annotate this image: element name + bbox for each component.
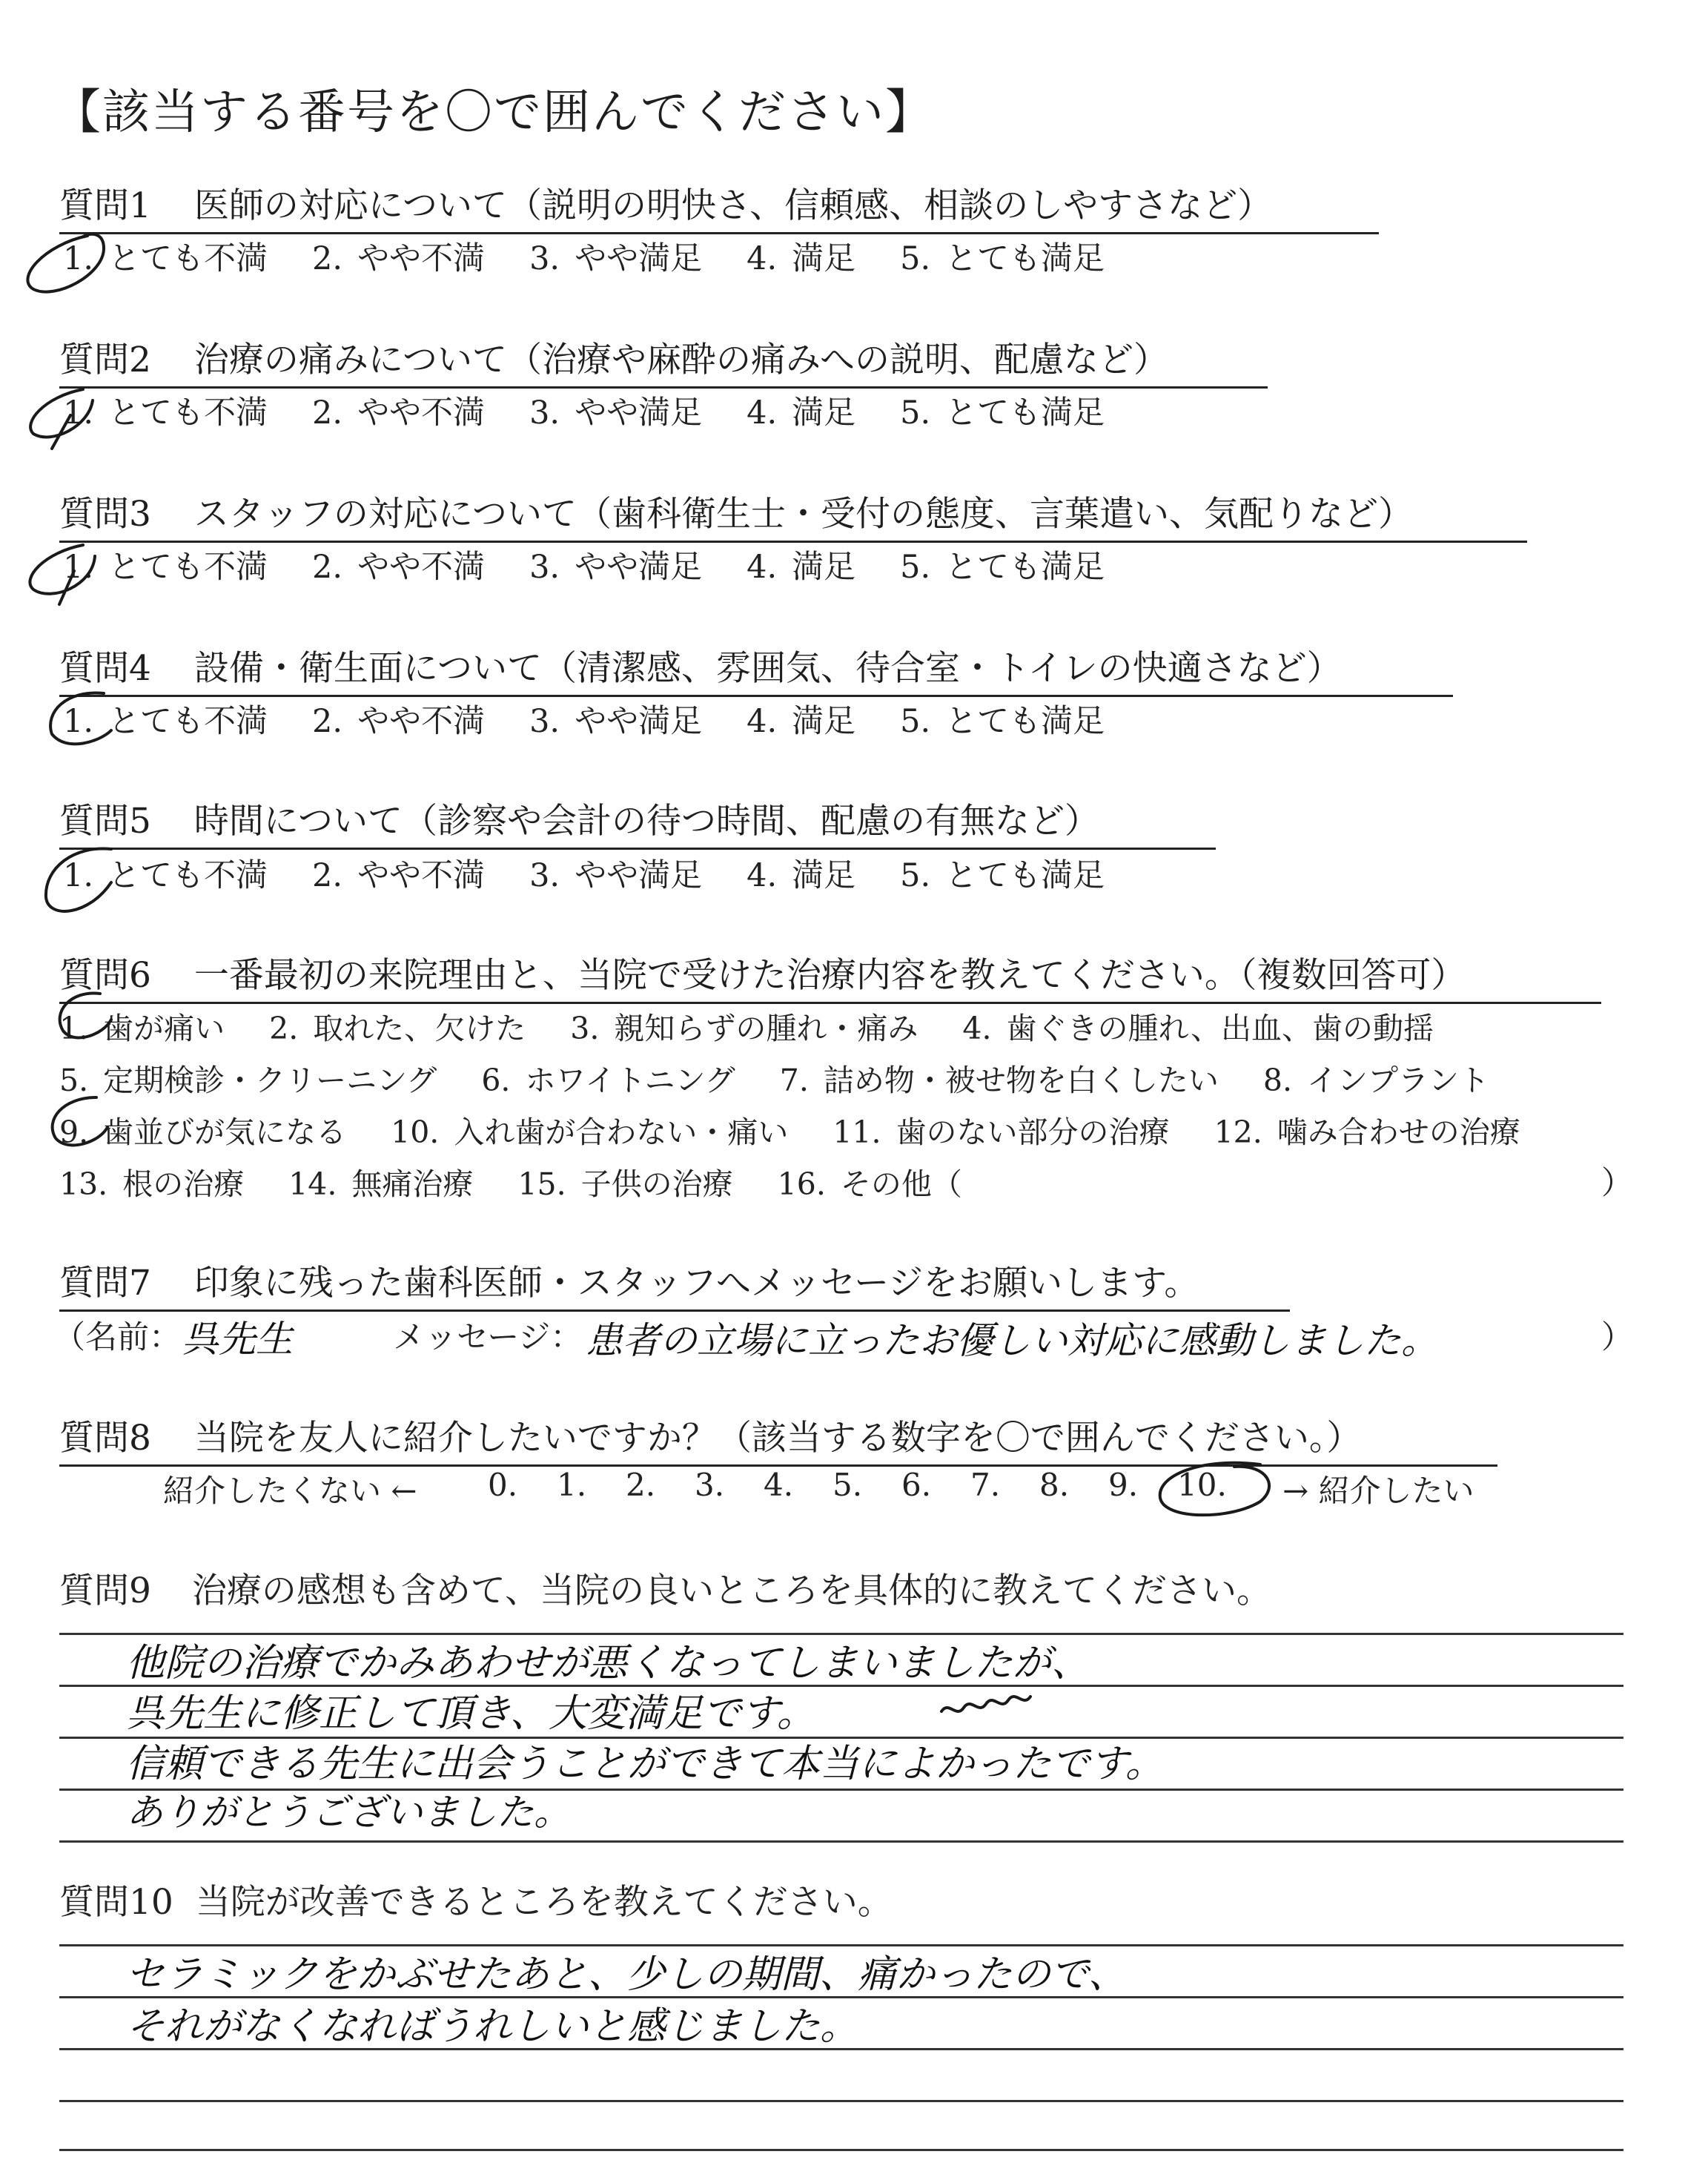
question-9-text: 治療の感想も含めて、当院の良いところを具体的に教えてください。	[191, 1571, 1271, 1611]
q6-option-3[interactable]: 3. 親知らずの腫れ・痛み	[570, 1011, 918, 1046]
question-2-label: 質問2	[59, 340, 151, 380]
q3-option-4[interactable]: 4. 満足	[747, 549, 856, 586]
q8-scale-option-9[interactable]: 9.	[1108, 1467, 1139, 1503]
q8-scale-option-2[interactable]: 2.	[626, 1467, 656, 1503]
q1-option-1[interactable]: 1. とても不満	[63, 240, 268, 277]
q3-option-1[interactable]: 1. とても不満	[63, 549, 268, 586]
q4-option-1[interactable]: 1. とても不満	[63, 703, 268, 740]
question-4-label: 質問4	[59, 648, 151, 689]
q7-message-label: メッセージ：	[393, 1319, 583, 1356]
q8-scale-option-3[interactable]: 3.	[695, 1467, 725, 1503]
q2-option-4[interactable]: 4. 満足	[747, 394, 856, 432]
q6-option-6[interactable]: 6. ホワイトニング	[481, 1063, 735, 1098]
q8-scale-option-0[interactable]: 0.	[488, 1467, 518, 1503]
q2-option-3[interactable]: 3. やや満足	[529, 394, 703, 432]
q5-option-3[interactable]: 3. やや満足	[529, 857, 703, 894]
q3-option-2[interactable]: 2. やや不満	[312, 549, 486, 586]
q8-scale-option-8[interactable]: 8.	[1039, 1467, 1070, 1503]
question-6-label: 質問6	[59, 955, 151, 996]
q3-option-5[interactable]: 5. とても満足	[900, 549, 1105, 586]
q6-option-5[interactable]: 5. 定期検診・クリーニング	[59, 1063, 437, 1098]
q10-answer-line-2[interactable]: それがなくなればうれしいと感じました。	[126, 2004, 859, 2049]
q8-scale-option-5[interactable]: 5.	[833, 1467, 863, 1503]
q8-scale-option-7[interactable]: 7.	[970, 1467, 1001, 1503]
q6-option-14[interactable]: 14. 無痛治療	[288, 1166, 474, 1202]
question-10-text: 当院が改善できるところを教えてください。	[195, 1882, 893, 1923]
question-5-text: 時間について（診察や会計の待つ時間、配慮の有無など）	[193, 801, 1099, 842]
q1-option-3[interactable]: 3. やや満足	[529, 240, 703, 277]
q6-option-10[interactable]: 10. 入れ歯が合わない・痛い	[391, 1114, 789, 1150]
q6-option-13[interactable]: 13. 根の治療	[59, 1166, 245, 1202]
q1-option-4[interactable]: 4. 満足	[747, 240, 856, 277]
q7-name-value[interactable]: 呉先生	[182, 1318, 293, 1361]
q6-option-1[interactable]: 1. 歯が痛い	[59, 1011, 225, 1046]
q2-selection-circle	[30, 389, 93, 449]
q6-option-12[interactable]: 12. 噛み合わせの治療	[1214, 1114, 1520, 1150]
question-3-label: 質問3	[59, 494, 151, 535]
q6-option-16[interactable]: 16. その他（	[777, 1166, 962, 1202]
q3-option-3[interactable]: 3. やや満足	[529, 549, 703, 586]
question-10-label: 質問10	[59, 1882, 173, 1923]
question-9-label: 質問9	[59, 1571, 151, 1611]
question-4-text: 設備・衛生面について（清潔感、雰囲気、待合室・トイレの快適さなど）	[193, 648, 1342, 689]
q6-option-2[interactable]: 2. 取れた、欠けた	[269, 1011, 526, 1046]
q4-selection-circle	[50, 693, 111, 744]
question-6-text: 一番最初の来院理由と、当院で受けた治療内容を教えてください。（複数回答可）	[193, 955, 1466, 996]
q6-option-9[interactable]: 9. 歯並びが気になる	[59, 1114, 347, 1150]
q2-option-2[interactable]: 2. やや不満	[312, 394, 486, 432]
question-2-text: 治療の痛みについて（治療や麻酔の痛みへの説明、配慮など）	[193, 340, 1169, 380]
q8-scale-option-1[interactable]: 1.	[557, 1467, 587, 1503]
q1-selection-circle	[27, 234, 104, 292]
q6-option-11[interactable]: 11. 歯のない部分の治療	[833, 1114, 1170, 1150]
q7-name-label: （名前：	[53, 1319, 181, 1356]
q1-option-5[interactable]: 5. とても満足	[900, 240, 1105, 277]
question-3-text: スタッフの対応について（歯科衛生士・受付の態度、言葉遣い、気配りなど）	[193, 494, 1413, 535]
q4-option-5[interactable]: 5. とても満足	[900, 703, 1105, 740]
q6-option-15[interactable]: 15. 子供の治療	[517, 1166, 733, 1202]
q2-option-1[interactable]: 1. とても不満	[63, 394, 268, 432]
q6-option-7[interactable]: 7. 詰め物・被せ物を白くしたい	[779, 1063, 1219, 1098]
q7-message-value[interactable]: 患者の立場に立ったお優しい対応に感動しました。	[586, 1319, 1438, 1362]
q5-option-4[interactable]: 4. 満足	[747, 857, 856, 894]
q6-option-8[interactable]: 8. インプラント	[1262, 1063, 1489, 1098]
question-8-label: 質問8	[59, 1418, 151, 1459]
q9-answer-line-4[interactable]: ありがとうございました。	[126, 1791, 571, 1834]
q4-option-3[interactable]: 3. やや満足	[529, 703, 703, 740]
page-title: 【該当する番号を〇で囲んでください】	[53, 85, 934, 140]
q9-scribble	[941, 1697, 1030, 1711]
q8-selection-circle	[1160, 1463, 1269, 1515]
question-1-label: 質問1	[59, 185, 151, 226]
question-5-label: 質問5	[59, 801, 151, 842]
q1-option-2[interactable]: 2. やや不満	[312, 240, 486, 277]
q8-scale-left-label: 紹介したくない ←	[163, 1473, 417, 1509]
q5-option-2[interactable]: 2. やや不満	[312, 857, 486, 894]
q3-selection-circle	[30, 545, 95, 604]
q8-scale-option-6[interactable]: 6.	[901, 1467, 932, 1503]
q4-option-4[interactable]: 4. 満足	[747, 703, 856, 740]
q7-close-paren: ）	[1601, 1319, 1633, 1356]
q4-option-2[interactable]: 2. やや不満	[312, 703, 486, 740]
q9-answer-line-2[interactable]: 呉先生に修正して頂き、大変満足です。	[126, 1691, 815, 1736]
q5-option-1[interactable]: 1. とても不満	[63, 857, 268, 894]
question-1-text: 医師の対応について（説明の明快さ、信頼感、相談のしやすさなど）	[193, 185, 1273, 226]
q10-answer-line-1[interactable]: セラミックをかぶせたあと、少しの期間、痛かったので、	[126, 1952, 1127, 1997]
q6-option-9-circle	[53, 1097, 107, 1145]
q9-answer-line-3[interactable]: 信頼できる先生に出会うことができて本当によかったです。	[126, 1742, 1164, 1786]
q8-scale-right-label: → 紹介したい	[1282, 1473, 1474, 1509]
q6-option-4[interactable]: 4. 歯ぐきの腫れ、出血、歯の動揺	[962, 1011, 1434, 1046]
question-8-text: 当院を友人に紹介したいですか？（該当する数字を〇で囲んでください。）	[193, 1418, 1362, 1459]
q6-other-close-paren: ）	[1601, 1165, 1633, 1202]
q8-scale-option-4[interactable]: 4.	[764, 1467, 794, 1503]
q2-option-5[interactable]: 5. とても満足	[900, 394, 1105, 432]
question-7-label: 質問7	[59, 1263, 151, 1304]
q5-selection-circle	[46, 848, 111, 911]
q5-option-5[interactable]: 5. とても満足	[900, 857, 1105, 894]
q8-scale-option-10[interactable]: 10.	[1177, 1467, 1227, 1503]
q6-option-1-circle	[60, 993, 111, 1037]
q9-answer-line-1[interactable]: 他院の治療でかみあわせが悪くなってしまいましたが、	[126, 1641, 1090, 1685]
question-7-text: 印象に残った歯科医師・スタッフへメッセージをお願いします。	[193, 1263, 1199, 1304]
